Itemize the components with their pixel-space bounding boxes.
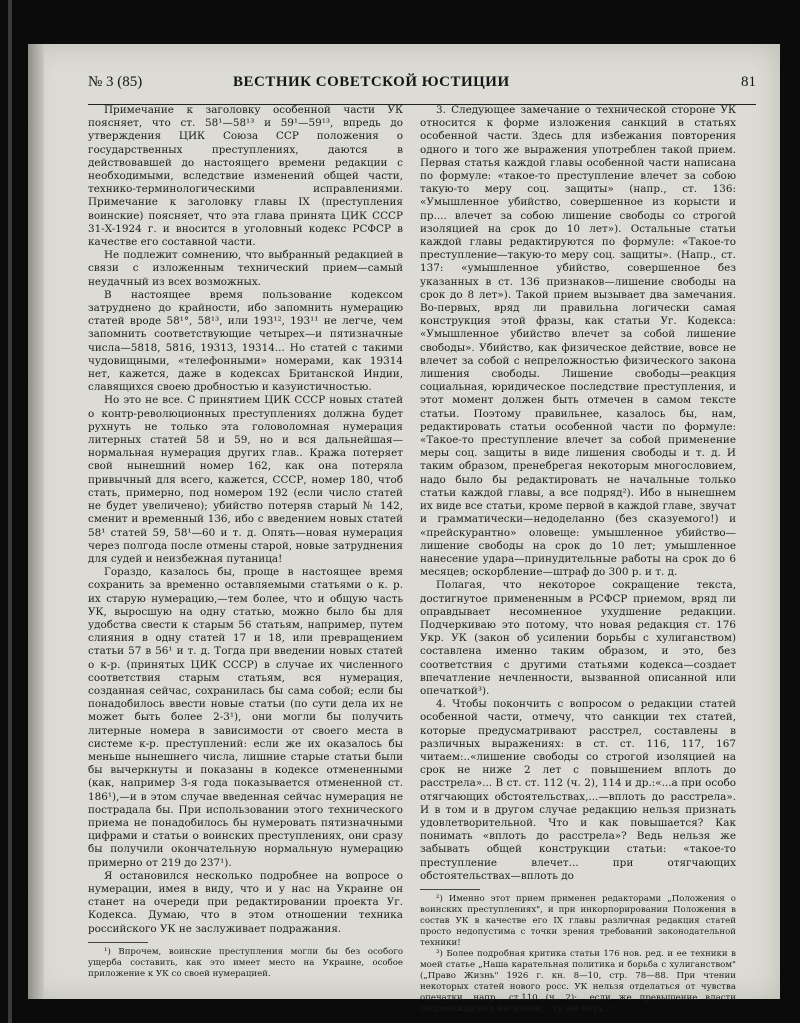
- paragraph: В настоящее время пользование кодексом затруднено до крайности, ибо запомнить нумерацию статей вроде 58¹°, 58¹³, или 193¹², 193¹¹ не легче, чем запомнить соответствующие четырех—и пятизначные числа—5818, 5816, 19313, 19314... Но статей с такими чудовищными, «телефонными» номерами, как 19314 нет, кажется, даже в кодексах Британской Индии, славящихся своею дробностью и казуистичностью.: [88, 288, 403, 394]
- footnote: ¹) Впрочем, воинские преступления могли бы без особого ущерба составить, как это имеет место на Украине, особое приложение к УК со своей нумерацией.: [88, 946, 403, 979]
- scan-edge: [8, 0, 12, 1023]
- footnote: ³) Более подробная критика статьи 176 нов. ред. и ее техники в моей статье „Наша карательная политика и борьба с хулиганством" („Право Жизнь" 1926 г. кн. 8—10, стр. 78—88. При чтении некоторых статей нового росс. УК нельзя отделаться от чувства опечатки, напр., ст.110 (ч. 2): „если же превышение власти сопровождалось насилием... ту же меру...": [420, 948, 736, 1014]
- page-edge-shadow: [28, 44, 44, 999]
- left-column: [88, 104, 403, 980]
- journal-title: ВЕСТНИК СОВЕТСКОЙ ЮСТИЦИИ: [233, 74, 510, 90]
- page-number: 81: [741, 74, 756, 90]
- issue-number: № 3 (85): [88, 74, 143, 90]
- footnote-divider: [88, 942, 148, 943]
- footnote: ²) Именно этот прием применен редакторами „Положения о воинских преступлениях", и при инкорпорировании Положения в состав УК в качестве его IX главы различная редакция статей просто недопустима с точки зрения требований законодательной техники!: [420, 893, 736, 948]
- document-page: [28, 44, 780, 1014]
- paragraph: Я остановился несколько подробнее на вопросе о нумерации, имея в виду, что и у нас на Украине он станет на очереди при редактировании проекта Уг. Кодекса. Думаю, что в этом отношении техника российского УК не заслуживает подражания.: [88, 869, 403, 935]
- paragraph: 3. Следующее замечание о технической стороне УК относится к форме изложения санкций в статьях особенной части. Здесь для избежания повторения одного и того же выражения употреблен такой прием. Первая статья каждой главы особенной части написана по формуле: «такое-то преступление влечет за собою такую-то меру соц. защиты» (напр., ст. 136: «Умышленное убийство, совершенное из корысти и пр.... влечет за собою лишение свободы со строгой изоляцией на срок до 10 лет»). Остальные статьи каждой главы редактируются по формуле: «Такое-то преступление—такую-то меру соц. защиты». (Напр., ст. 137: «умышленное убийство, совершенное без указанных в ст. 136 признаков—лишение свободы на срок до 8 лет»). Такой прием вызывает два замечания. Во-первых, вряд ли правильна логически самая конструкция этой фразы, как статьи Уг. Кодекса: «Умышленное убийство влечет за собой лишение свободы». Убийство, как физическое действие, вовсе не влечет за собой с непреложностью физического закона лишения свободы. Лишение свободы—реакция социальная, юридическое последствие преступления, и этот момент должен быть отмечен в самом тексте статьи. Поэтому правильнее, казалось бы, нам, редактировать статьи особенной части по формуле: «Такое-то преступление влечет за собой применение меры соц. защиты в виде лишения свободы и т. д. И таким образом, пренебрегая некоторым многословием, надо было бы редактировать не начальные только статьи каждой главы, а все подряд²). Ибо в нынешнем их виде все статьи, кроме первой в каждой главе, звучат и грамматически—недоделанно (без сказуемого!) и «прейскурантно» оловеще: умышленное убийство—лишение свободы на срок до 10 лет; умышленное нанесение удара—принудительные работы на срок до 6 месяцев; оскорбление—штраф до 300 р. и т. д.: [420, 104, 736, 579]
- paragraph: Примечание к заголовку особенной части УК поясняет, что ст. 58¹—58¹³ и 59¹—59¹³, впредь до утверждения ЦИК Союза ССР положения о государственных преступлениях, даются в действовавшей до настоящего времени редакции с необходимыми, вследствие изменений общей части, технико-терминологическими исправлениями. Примечание к заголовку главы IX (преступления воинские) поясняет, что эта глава принята ЦИК СССР 31-X-1924 г. и вносится в уголовный кодекс РСФСР в качестве его составной части.: [88, 104, 403, 249]
- paragraph: Гораздо, казалось бы, проще в настоящее время сохранить за временно оставляемыми статьями о к. р. их старую нумерацию,—тем более, что и общую часть УК, выросшую на одну статью, можно было бы для удобства свести к старым 56 статьям, например, путем слияния в одну статей 17 и 18, или превращением статьи 57 в 56¹ и т. д. Тогда при введении новых статей о к-р. (принятых ЦИК СССР) в случае их численного соответствия старым статьям, вся нумерация, созданная сейчас, сохранилась бы сама собой; если бы понадобилось ввести новые статьи (по сути дела их не может быть более 2-3¹), они могли бы получить литерные номера в зависимости от своего места в системе к-р. преступлений: если же их оказалось бы меньше нынешнего числа, лишние старые статьи были бы вычеркнуты и показаны в кодексе отмененными (как, например 3-я года показывается отмененной ст. 186¹),—и в этом случае введенная сейчас нумерация не пострадала бы. При использовании этого технического приема не понадобилось бы нумеровать пятизначными цифрами и статьи о воинских преступлениях, они сразу бы получили окончательную нормальную нумерацию примерно от 219 до 237¹).: [88, 566, 403, 869]
- paragraph: Полагая, что некоторое сокращение текста, достигнутое примененным в РСФСР приемом, вряд ли оправдывает несомненное ухудшение редакции. Подчеркиваю это потому, что новая редакция ст. 176 Укр. УК (закон об усилении борьбы с хулиганством) составлена именно таким образом, и это, без соответствия с другими статьями кодекса—создает впечатление нечленности, вызванной описанной или опечаткой³).: [420, 579, 736, 697]
- page-header: [88, 64, 756, 105]
- right-column: [420, 104, 736, 1015]
- paragraph: Но это не все. С принятием ЦИК СССР новых статей о контр-революционных преступлениях должна будет рухнуть не только эта головоломная нумерация литерных статей 58 и 59, но и вся дальнейшая—нормальная нумерация других глав.. Кража потеряет свой нынешний номер 162, как она потеряла привычный для всего, кажется, СССР, номер 180, чтоб стать, примерно, под номером 192 (если число статей не будет увеличено); убийство потеряв старый № 142, сменит и временный 136, ибо с введением новых статей 58¹ статей 59, 58¹—60 и т. д. Опять—новая нумерация через полгода после отмены старой, новые затруднения для судей и неизбежная путаница!: [88, 394, 403, 565]
- paragraph: Не подлежит сомнению, что выбранный редакцией в связи с изложенным технический прием—самый неудачный из всех возможных.: [88, 249, 403, 288]
- paragraph: 4. Чтобы покончить с вопросом о редакции статей особенной части, отмечу, что санкции тех статей, которые предусматривают расстрел, составлены в различных выражениях: в ст. ст. 116, 117, 167 читаем:..«лишение свободы со строгой изоляцией на срок не ниже 2 лет с повышением вплоть до расстрела»... В ст. ст. 112 (ч. 2), 114 и др.:«...а при особо отягчающих обстоятельствах,...—вплоть до расстрела». И в том и в другом случае редакцию нельзя признать удовлетворительной. Что и как повышается? Как понимать «вплоть до расстрела»? Ведь нельзя же забывать общей конструкции статьи: «такое-то преступление влечет... при отягчающих обстоятельствах—вплоть до: [420, 698, 736, 882]
- footnote-divider: [420, 889, 480, 890]
